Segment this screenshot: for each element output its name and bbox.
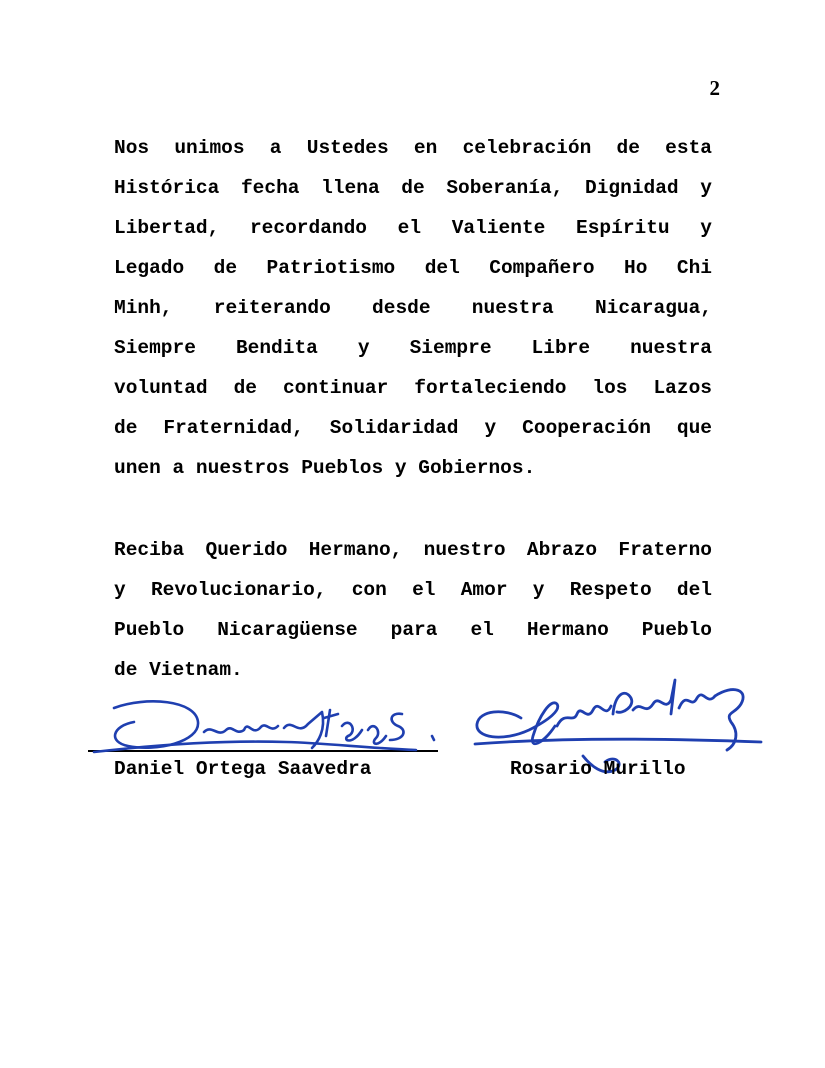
text-line: Legado de Patriotismo del Compañero Ho Chi (114, 257, 712, 279)
text-line: de Fraternidad, Solidaridad y Cooperación que (114, 417, 712, 439)
text-line: unen a nuestros Pueblos y Gobiernos. (114, 457, 536, 479)
paragraph-greeting (114, 530, 712, 690)
signer-name-left: Daniel Ortega Saavedra (114, 758, 372, 780)
text-line: de Vietnam. (114, 659, 243, 681)
text-line: Nos unimos a Ustedes en celebración de esta (114, 137, 712, 159)
signer-name-right: Rosario Murillo (510, 758, 686, 780)
text-line: Histórica fecha llena de Soberanía, Dignidad y (114, 177, 712, 199)
page-number: 2 (709, 76, 720, 100)
text-line: voluntad de continuar fortaleciendo los Lazos (114, 377, 712, 399)
text-line: y Revolucionario, con el Amor y Respeto del (114, 579, 712, 601)
text-line: Pueblo Nicaragüense para el Hermano Pueblo (114, 619, 712, 641)
paragraph-celebration (114, 128, 712, 488)
text-line: Minh, reiterando desde nuestra Nicaragua, (114, 297, 712, 319)
text-line: Libertad, recordando el Valiente Espíritu y (114, 217, 712, 239)
text-line: Siempre Bendita y Siempre Libre nuestra (114, 337, 712, 359)
text-line: Reciba Querido Hermano, nuestro Abrazo Fraterno (114, 539, 712, 561)
